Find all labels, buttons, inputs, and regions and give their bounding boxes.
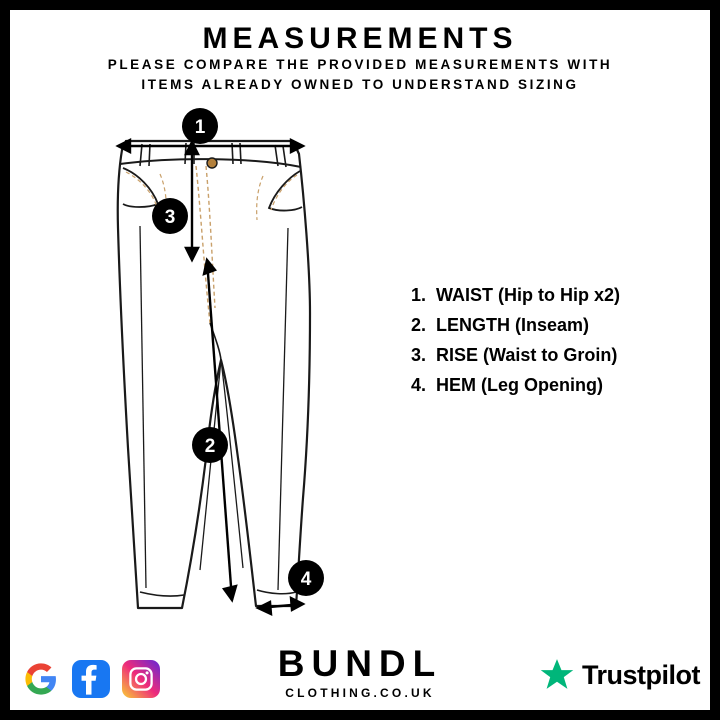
frame-border-bottom (0, 710, 720, 720)
legend-number-1: 1. (410, 285, 426, 305)
subtitle-line-1: PLEASE COMPARE THE PROVIDED MEASUREMENTS WITH (107, 57, 613, 72)
trustpilot-star-icon (540, 658, 574, 692)
marker-2-label: 2 (204, 436, 216, 457)
marker-badge-3 (152, 198, 188, 234)
marker-3-label: 3 (164, 207, 176, 228)
frame-border-right (710, 0, 720, 720)
button (207, 158, 217, 168)
page-title: MEASUREMENTS (202, 22, 518, 55)
legend-item-rise (400, 345, 690, 366)
marker-1-label: 1 (194, 117, 206, 138)
marker-badge-2 (192, 427, 228, 463)
brand-name: BUNDL (277, 643, 443, 684)
legend-label-3: RISE (Waist to Groin) (436, 345, 618, 365)
brand-domain: CLOTHING.CO.UK (285, 686, 435, 700)
legend-label-4: HEM (Leg Opening) (436, 375, 603, 395)
legend-item-hem (400, 375, 690, 396)
frame-border-top (0, 0, 720, 10)
legend-number-2: 2. (410, 315, 426, 335)
page-subtitle (60, 55, 660, 95)
legend-item-waist (400, 285, 690, 306)
marker-4-label: 4 (300, 569, 312, 590)
legend-label-1: WAIST (Hip to Hip x2) (436, 285, 620, 305)
measurements-legend (400, 285, 690, 405)
legend-number-3: 3. (410, 345, 426, 365)
trustpilot-logo[interactable] (540, 658, 700, 692)
frame-border-left (0, 0, 10, 720)
marker-badge-1 (182, 108, 218, 144)
marker-badge-4 (288, 560, 324, 596)
legend-number-4: 4. (410, 375, 426, 395)
subtitle-line-2: ITEMS ALREADY OWNED TO UNDERSTAND SIZING (141, 77, 579, 92)
legend-label-2: LENGTH (Inseam) (436, 315, 590, 335)
jeans-diagram (60, 108, 400, 628)
legend-item-length (400, 315, 690, 336)
trustpilot-label: Trustpilot (582, 659, 700, 690)
